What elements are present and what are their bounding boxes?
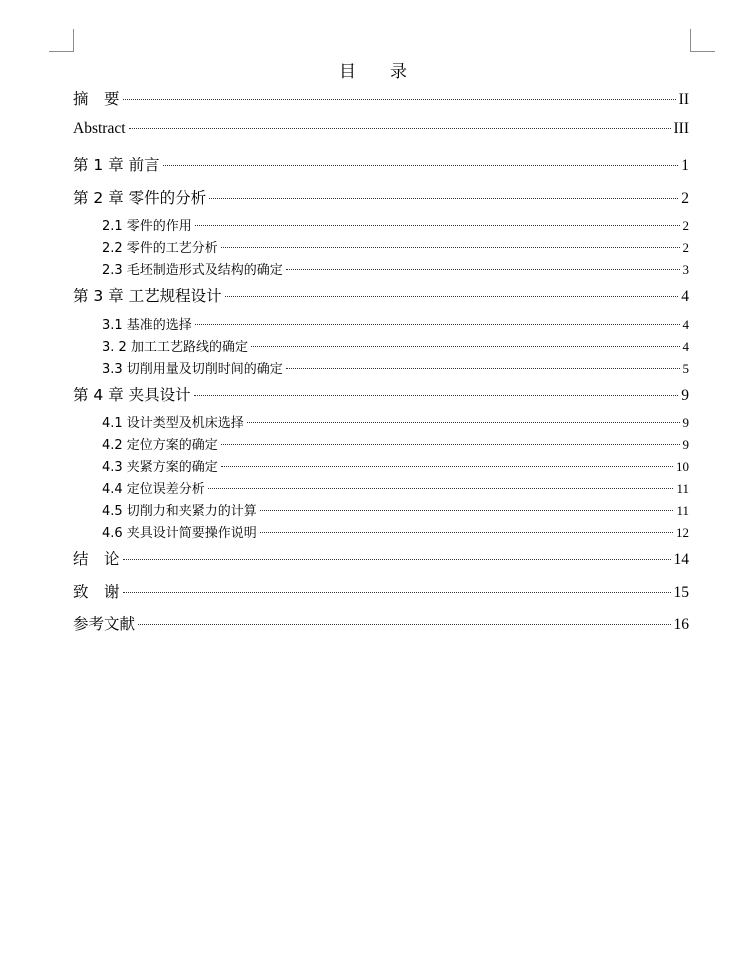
toc-entry-label: 致 谢 [73, 583, 120, 601]
toc-dot-leader [209, 198, 678, 199]
toc-dot-leader [208, 488, 674, 489]
toc-section-entry [102, 259, 689, 277]
toc-chapter-entry [73, 186, 689, 208]
toc-entry-page-number: 9 [681, 387, 689, 404]
page-corner-mark-top-right [690, 29, 715, 52]
toc-entry-label: 第 4 章 夹具设计 [73, 386, 191, 404]
toc-dot-leader [286, 269, 680, 270]
toc-chapter-entry [73, 580, 689, 602]
toc-entry-page-number: 14 [673, 551, 689, 568]
toc-entry-page-number: 4 [682, 339, 689, 354]
toc-dot-leader [221, 466, 673, 467]
toc-dot-leader [260, 532, 673, 533]
toc-dot-leader [286, 368, 680, 369]
toc-entry-label: 3.1 基准的选择 [102, 318, 192, 333]
toc-dot-leader [195, 324, 680, 325]
toc-chapter-entry [73, 153, 689, 175]
toc-chapter-entry [73, 383, 689, 405]
toc-section-entry [102, 478, 689, 496]
toc-section-entry [102, 215, 689, 233]
toc-section-entry [102, 237, 689, 255]
toc-entry-page-number: 16 [673, 616, 689, 633]
toc-entry-page-number: 15 [673, 584, 689, 601]
toc-entry-page-number: 11 [676, 481, 689, 496]
toc-entry-label: 2.3 毛坯制造形式及结构的确定 [102, 263, 283, 278]
toc-entry-page-number: 1 [681, 157, 689, 174]
toc-entry-page-number: 12 [676, 525, 689, 540]
toc-entry-page-number: III [673, 120, 689, 137]
toc-entry-page-number: 5 [682, 361, 689, 376]
toc-dot-leader [260, 510, 674, 511]
toc-section-entry [102, 522, 689, 540]
toc-title: 目 录 [339, 62, 407, 82]
toc-dot-leader [123, 592, 671, 593]
toc-entry-label: 摘 要 [73, 90, 120, 108]
toc-entry-page-number: 10 [676, 459, 689, 474]
toc-dot-leader [195, 225, 680, 226]
toc-entry-label: 结 论 [73, 550, 120, 568]
toc-entry-label: 第 1 章 前言 [73, 156, 160, 174]
toc-section-entry [102, 412, 689, 430]
toc-section-entry [102, 358, 689, 376]
toc-chapter-entry [73, 87, 689, 109]
toc-section-entry [102, 500, 689, 518]
toc-section-entry [102, 434, 689, 452]
toc-dot-leader [251, 346, 680, 347]
toc-chapter-entry [73, 120, 689, 142]
toc-dot-leader [194, 395, 679, 396]
toc-entry-label: 4.1 设计类型及机床选择 [102, 416, 244, 431]
toc-section-entry [102, 314, 689, 332]
toc-entry-page-number: 4 [682, 317, 689, 332]
toc-entry-page-number: 9 [682, 437, 689, 452]
toc-entry-label: 4.4 定位误差分析 [102, 482, 205, 497]
toc-dot-leader [221, 444, 680, 445]
toc-section-entry [102, 456, 689, 474]
toc-section-entry [102, 336, 689, 354]
toc-entry-label: 3.3 切削用量及切削时间的确定 [102, 362, 283, 377]
toc-entry-page-number: 11 [676, 503, 689, 518]
toc-entry-label: 第 2 章 零件的分析 [73, 189, 207, 207]
toc-entry-label: 4.2 定位方案的确定 [102, 438, 218, 453]
toc-entry-label: 4.5 切削力和夹紧力的计算 [102, 504, 257, 519]
toc-entry-label: 参考文献 [73, 615, 136, 633]
toc-dot-leader [123, 99, 676, 100]
toc-dot-leader [221, 247, 680, 248]
toc-entry-page-number: 2 [682, 218, 689, 233]
toc-entry-page-number: 3 [682, 262, 689, 277]
toc-entry-label: 第 3 章 工艺规程设计 [73, 287, 222, 305]
page-corner-mark-top-left [49, 29, 74, 52]
toc-entry-page-number: 9 [682, 415, 689, 430]
toc-entry-label: Abstract [73, 120, 126, 137]
toc-entry-label: 3. 2 加工工艺路线的确定 [102, 340, 248, 355]
toc-entry-label: 4.6 夹具设计简要操作说明 [102, 526, 257, 541]
toc-entry-label: 4.3 夹紧方案的确定 [102, 460, 218, 475]
toc-entry-page-number: II [678, 91, 689, 108]
toc-dot-leader [123, 559, 671, 560]
toc-dot-leader [247, 422, 680, 423]
toc-entry-label: 2.1 零件的作用 [102, 219, 192, 234]
toc-entry-page-number: 2 [681, 190, 689, 207]
toc-chapter-entry [73, 284, 689, 306]
toc-chapter-entry [73, 547, 689, 569]
toc-dot-leader [138, 624, 670, 625]
toc-chapter-entry [73, 612, 689, 634]
toc-entry-page-number: 2 [682, 240, 689, 255]
toc-dot-leader [129, 128, 671, 129]
toc-dot-leader [163, 165, 679, 166]
toc-entry-label: 2.2 零件的工艺分析 [102, 241, 218, 256]
toc-entry-page-number: 4 [681, 288, 689, 305]
toc-dot-leader [225, 296, 679, 297]
